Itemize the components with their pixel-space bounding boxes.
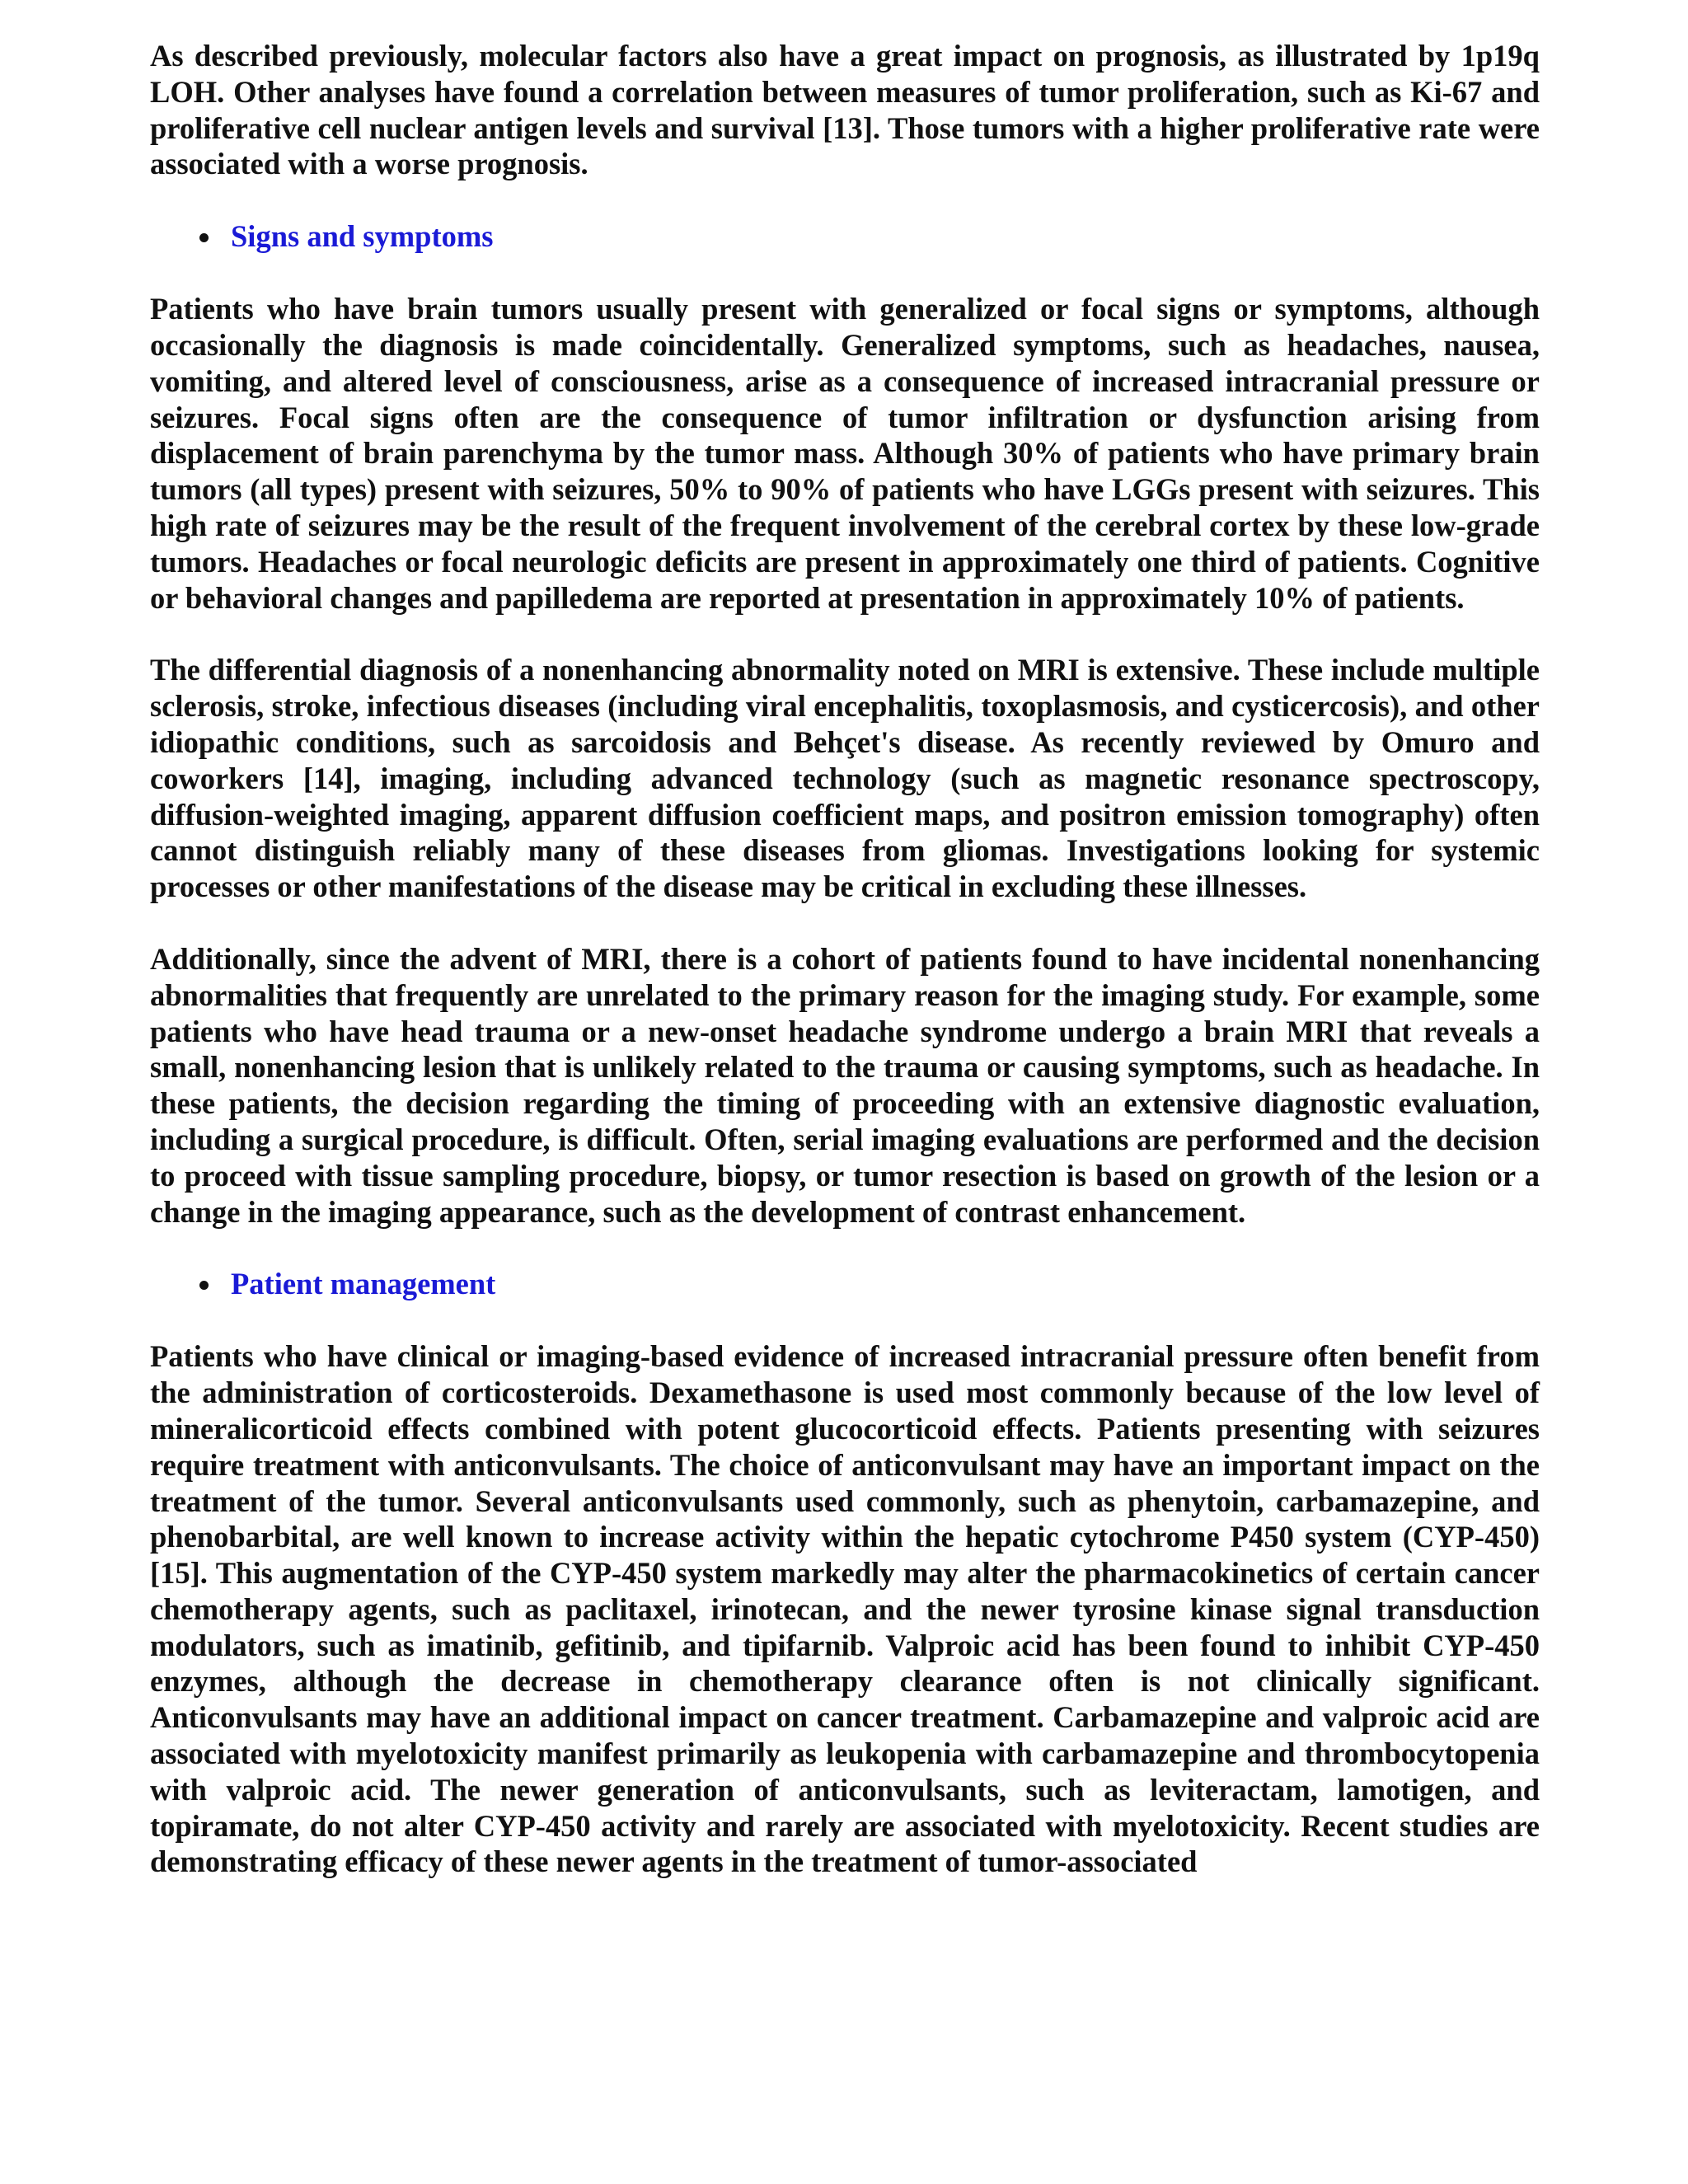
bullet-icon (199, 1281, 209, 1290)
bullet-icon (199, 233, 209, 242)
paragraph-incidental-abnormalities: Additionally, since the advent of MRI, there is a cohort of patients found to have incidental nonenhancing abnormalities that frequently are unrelated to the primary reason for the imaging study. For example, some patients who have head trauma or a new-onset headache syndrome undergo a brain MRI that reveals a small, nonenhancing lesion that is unlikely related to the trauma or causing symptoms, such as headache. In these patients, the decision regarding the timing of proceeding with an extensive diagnostic evaluation, including a surgical procedure, is difficult. Often, serial imaging evaluations are performed and the decision to proceed with tissue sampling procedure, biopsy, or tumor resection is based on growth of the lesion or a change in the imaging appearance, such as the development of contrast enhancement. (150, 941, 1540, 1229)
section-heading-patient-management (150, 1266, 1540, 1302)
section-heading-signs-and-symptoms (150, 218, 1540, 255)
document-page (150, 38, 1540, 1916)
patient-management-link[interactable]: Patient management (231, 1267, 496, 1301)
signs-and-symptoms-link[interactable]: Signs and symptoms (231, 219, 494, 254)
paragraph-differential-diagnosis: The differential diagnosis of a nonenhancing abnormality noted on MRI is extensive. These include multiple sclerosis, stroke, infectious diseases (including viral encephalitis, toxoplasmosis, and cysticercosis), and other idiopathic conditions, such as sarcoidosis and Behçet's disease. As recently reviewed by Omuro and coworkers [14], imaging, including advanced technology (such as magnetic resonance spectroscopy, diffusion-weighted imaging, apparent diffusion coefficient maps, and positron emission tomography) often cannot distinguish reliably many of these diseases from gliomas. Investigations looking for systemic processes or other manifestations of the disease may be critical in excluding these illnesses. (150, 653, 1540, 904)
paragraph-presenting-symptoms: Patients who have brain tumors usually present with generalized or focal signs or symptoms, although occasionally the diagnosis is made coincidentally. Generalized symptoms, such as headaches, nausea, vomiting, and altered level of consciousness, arise as a consequence of increased intracranial pressure or seizures. Focal signs often are the consequence of tumor infiltration or dysfunction arising from displacement of brain parenchyma by the tumor mass. Although 30% of patients who have primary brain tumors (all types) present with seizures, 50% to 90% of patients who have LGGs present with seizures. This high rate of seizures may be the result of the frequent involvement of the cerebral cortex by these low-grade tumors. Headaches or focal neurologic deficits are present in approximately one third of patients. Cognitive or behavioral changes and papilledema are reported at presentation in approximately 10% of patients. (150, 292, 1540, 615)
paragraph-prognosis-molecular-factors: As described previously, molecular factors also have a great impact on prognosis, as illustrated by 1p19q LOH. Other analyses have found a correlation between measures of tumor proliferation, such as Ki-67 and proliferative cell nuclear antigen levels and survival [13]. Those tumors with a higher proliferative rate were associated with a worse prognosis. (150, 39, 1540, 181)
paragraph-corticosteroids-anticonvulsants: Patients who have clinical or imaging-based evidence of increased intracranial pressure often benefit from the administration of corticosteroids. Dexamethasone is used most commonly because of the low level of mineralicorticoid effects combined with potent glucocorticoid effects. Patients presenting with seizures require treatment with anticonvulsants. The choice of anticonvulsant may have an important impact on the treatment of the tumor. Several anticonvulsants used commonly, such as phenytoin, carbamazepine, and phenobarbital, are well known to increase activity within the hepatic cytochrome P450 system (CYP-450) [15]. This augmentation of the CYP-450 system markedly may alter the pharmacokinetics of certain cancer chemotherapy agents, such as paclitaxel, irinotecan, and the newer tyrosine kinase signal transduction modulators, such as imatinib, gefitinib, and tipifarnib. Valproic acid has been found to inhibit CYP-450 enzymes, although the decrease in chemotherapy clearance often is not clinically significant. Anticonvulsants may have an additional impact on cancer treatment. Carbamazepine and valproic acid are associated with myelotoxicity manifest primarily as leukopenia with carbamazepine and thrombocytopenia with valproic acid. The newer generation of anticonvulsants, such as leviteractam, lamotigen, and topiramate, do not alter CYP-450 activity and rarely are associated with myelotoxicity. Recent studies are demonstrating efficacy of these newer agents in the treatment of tumor-associated (150, 1339, 1540, 1879)
